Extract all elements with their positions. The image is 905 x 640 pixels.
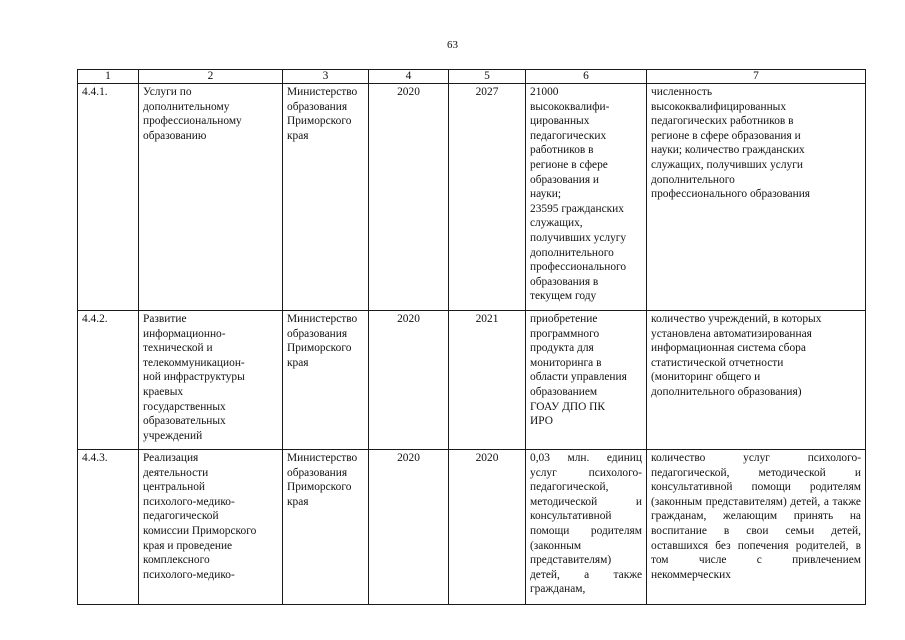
- activity-result: 21000 высококвалифи- цированных педагогических работников в регионе в сфере образования и науки; 23595 гражданских служащих, получивших услугу дополнительного профессионального образования в текущем году: [526, 84, 647, 311]
- activity-executor: Министерство образования Приморского края: [283, 311, 369, 450]
- activity-end-year: 2020: [449, 450, 526, 605]
- activity-number: 4.4.2.: [78, 311, 139, 450]
- activity-result: 0,03 млн. единиц услуг психолого-педагогической, методической и консультативной помощи родителям (законным представителям) детей, а также гражданам,: [526, 450, 647, 605]
- activity-number: 4.4.1.: [78, 84, 139, 311]
- activity-name: Развитие информационно- технической и телекоммуникацион- ной инфраструктуры краевых государственных образовательных учреждений: [139, 311, 283, 450]
- table-row: [78, 311, 866, 450]
- column-header-1: 1: [78, 70, 139, 84]
- activity-name: Реализация деятельности центральной психолого-медико- педагогической комиссии Приморского края и проведение комплексного психолого-медико-: [139, 450, 283, 605]
- activity-start-year: 2020: [369, 311, 449, 450]
- activity-end-year: 2027: [449, 84, 526, 311]
- activity-end-year: 2021: [449, 311, 526, 450]
- activity-indicator: численность высококвалифицированных педагогических работников в регионе в сфере образования и науки; количество гражданских служащих, получивших услуги дополнительного профессионального образования: [647, 84, 866, 311]
- table-row: [78, 450, 866, 605]
- activity-indicator: количество услуг психолого-педагогической, методической и консультативной помощи родителям (законным представителям) детей, а также гражданам, желающим принять на воспитание в свои семьи детей, оставшихся без попечения родителей, в том числе с привлечением некоммерческих: [647, 450, 866, 605]
- table-header-row: [78, 70, 866, 84]
- column-header-6: 6: [526, 70, 647, 84]
- column-header-7: 7: [647, 70, 866, 84]
- activity-executor: Министерство образования Приморского края: [283, 84, 369, 311]
- column-header-2: 2: [139, 70, 283, 84]
- activity-number: 4.4.3.: [78, 450, 139, 605]
- page-number: 63: [447, 39, 458, 51]
- program-activities-table: [77, 69, 866, 605]
- column-header-4: 4: [369, 70, 449, 84]
- table-row: [78, 84, 866, 311]
- activity-start-year: 2020: [369, 84, 449, 311]
- activity-indicator: количество учреждений, в которых установлена автоматизированная информационная система сбора статистической отчетности (мониторинг общего и дополнительного образования): [647, 311, 866, 450]
- activity-start-year: 2020: [369, 450, 449, 605]
- column-header-3: 3: [283, 70, 369, 84]
- column-header-5: 5: [449, 70, 526, 84]
- activity-result: приобретение программного продукта для мониторинга в области управления образованием ГОАУ ДПО ПК ИРО: [526, 311, 647, 450]
- activity-executor: Министерство образования Приморского края: [283, 450, 369, 605]
- activity-name: Услуги по дополнительному профессиональному образованию: [139, 84, 283, 311]
